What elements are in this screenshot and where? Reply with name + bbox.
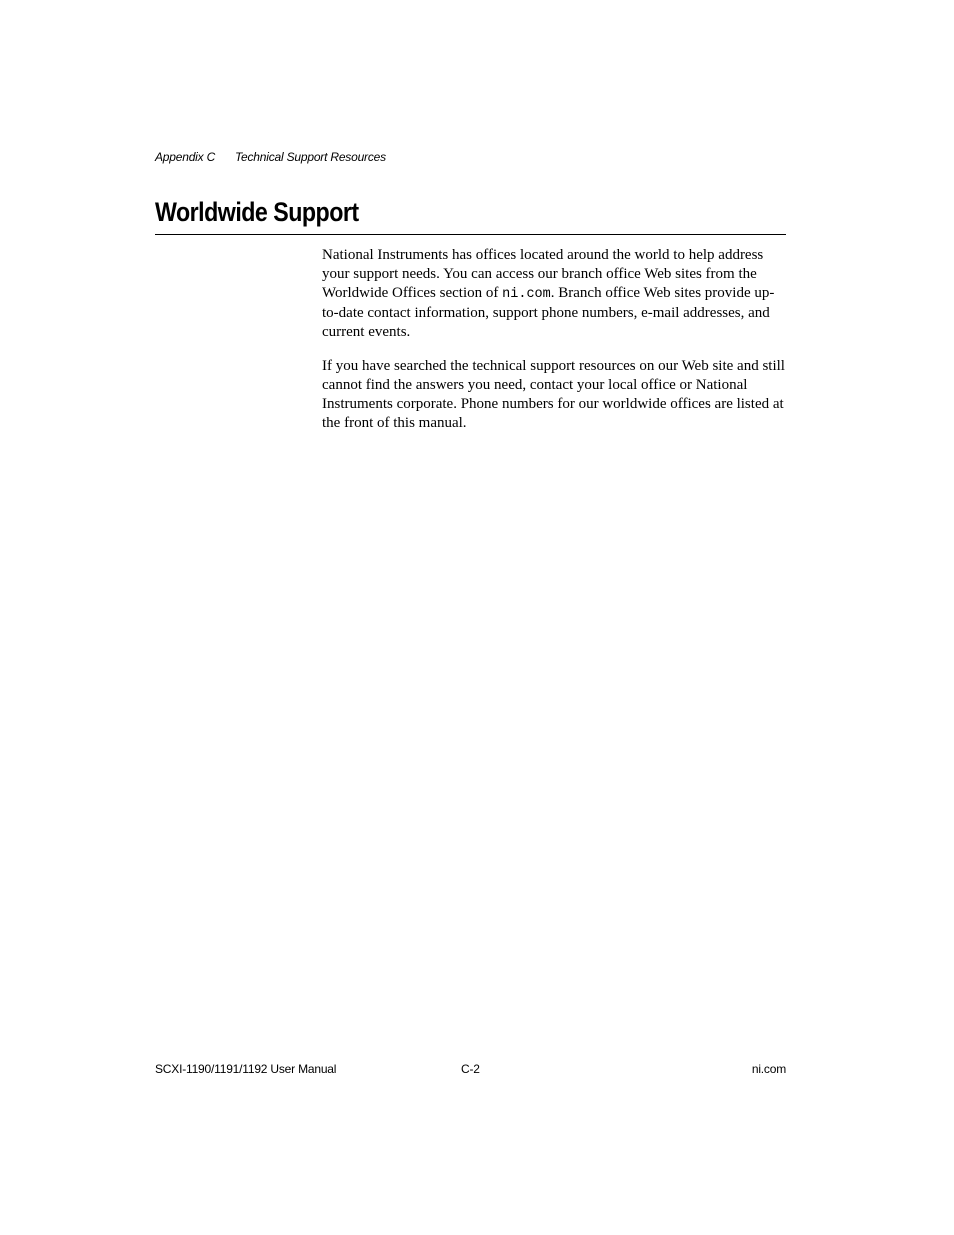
footer-manual-title: SCXI-1190/1191/1192 User Manual	[155, 1062, 337, 1076]
footer-website: ni.com	[751, 1062, 786, 1076]
running-header-title: Technical Support Resources	[235, 150, 386, 164]
title-rule	[155, 234, 786, 235]
paragraph-contact-office: If you have searched the technical support resources on our Web site and still cannot find the answers you need, contact your local office or National Instruments corporate. Phone numbers for our worldwide offices are listed at the front of this manual.	[322, 358, 785, 431]
page-footer	[155, 1062, 786, 1078]
paragraph-1-text-end: . Branch office Web sites provide up-to-date contact information, support phone numbers, e-mail addresses, and current events.	[322, 285, 775, 340]
footer-page-number: C-2	[461, 1062, 480, 1076]
paragraph-worldwide-offices	[322, 246, 787, 342]
running-header	[155, 150, 386, 164]
section-title: Worldwide Support	[155, 197, 359, 227]
running-header-chapter: Appendix C	[155, 150, 216, 164]
body-text	[322, 246, 787, 448]
ni-com-link[interactable]: ni.com	[502, 287, 551, 302]
paragraph-1-text-start: National Instruments has offices located around the world to help address your support needs. You can access our branch office Web sites from the Worldwide Offices section of	[322, 247, 764, 301]
